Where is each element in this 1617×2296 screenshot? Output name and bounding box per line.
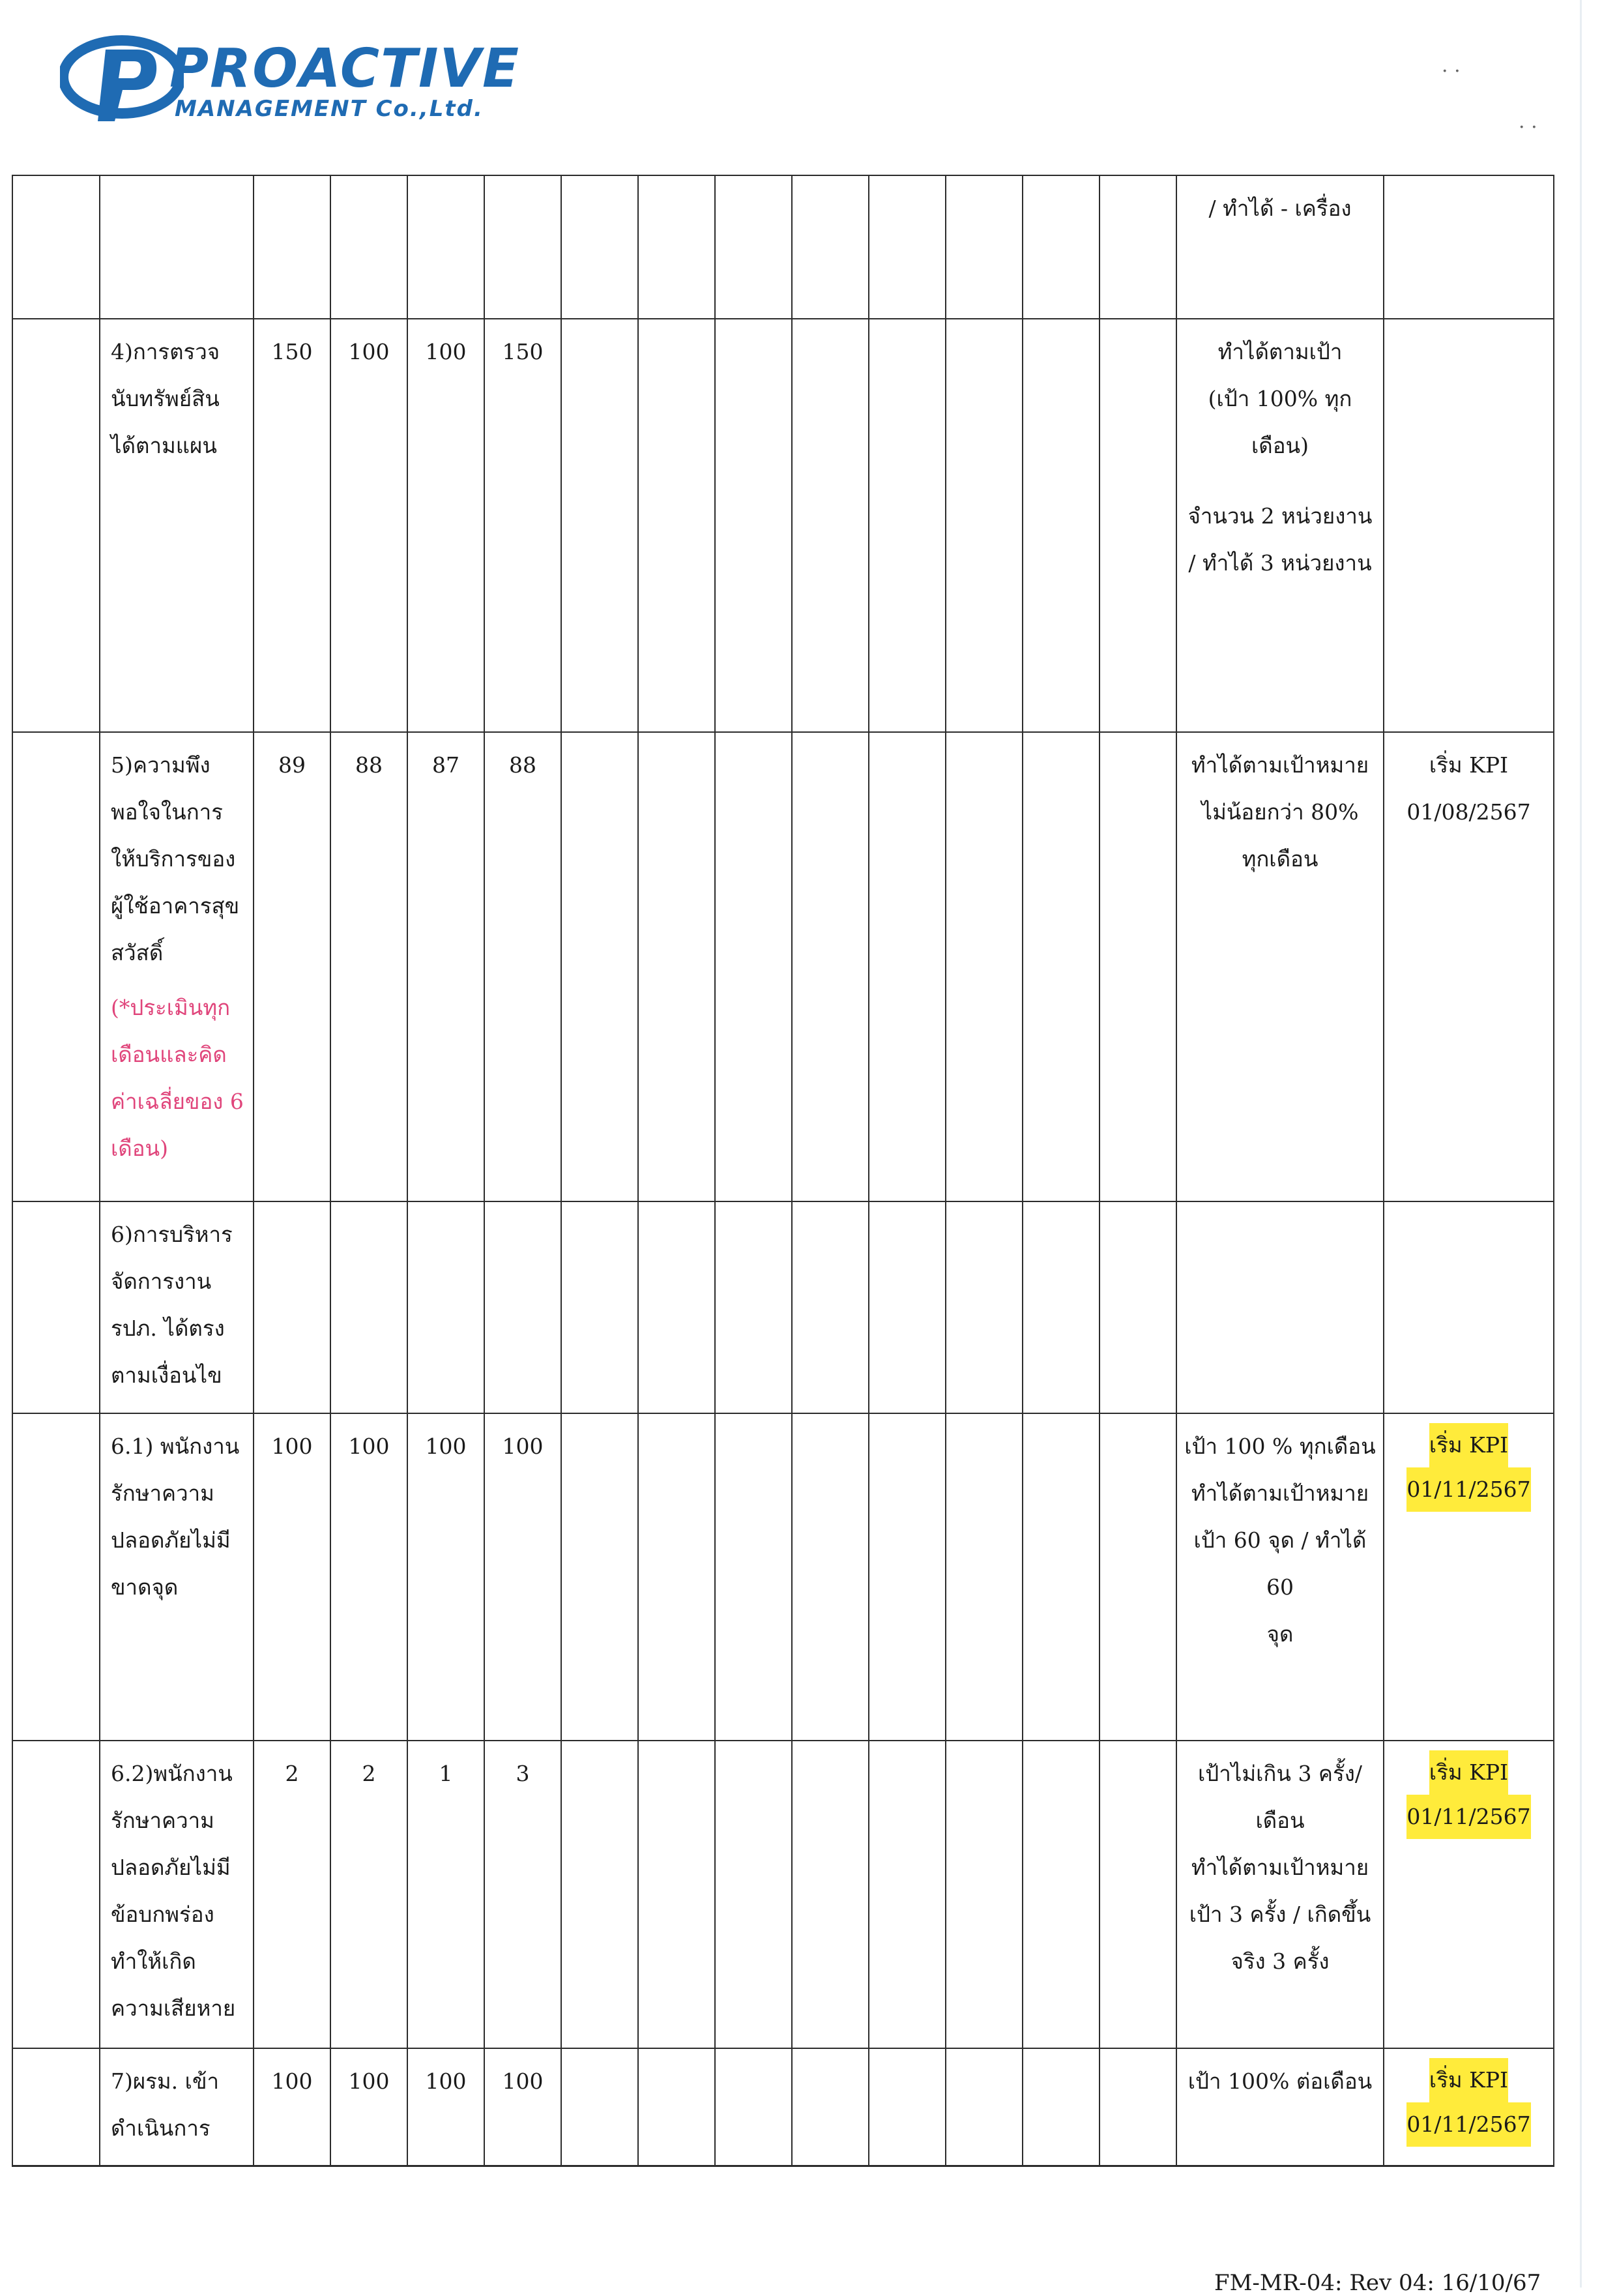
month-empty-cell [561, 732, 638, 1201]
month-empty-cell [1023, 175, 1100, 319]
result-line: เป้า 100% ต่อเดือน [1187, 2068, 1373, 2094]
month-empty-cell [1100, 319, 1176, 732]
table-row [12, 2048, 1554, 2166]
month-value-cell: 88 [330, 732, 407, 1201]
result-line: เดือน [1255, 1808, 1305, 1833]
kpi-topic-line: ปลอดภัยไม่มี [111, 1527, 231, 1553]
note-line: เริ่ม KPI [1429, 752, 1509, 778]
month-empty-cell [946, 175, 1023, 319]
note-line: 01/11/2567 [1406, 2102, 1530, 2147]
kpi-topic-cell [100, 1741, 254, 2048]
month-empty-cell [638, 2048, 715, 2166]
month-value-cell: 100 [254, 1413, 330, 1741]
result-line: จุด [1266, 1621, 1294, 1647]
blank-cell [12, 175, 100, 319]
result-line: ทุกเดือน [1242, 846, 1318, 872]
blank-cell [12, 1201, 100, 1413]
result-cell [1176, 1741, 1384, 2048]
month-empty-cell [715, 175, 792, 319]
month-empty-cell [1100, 175, 1176, 319]
month-empty-cell [869, 175, 946, 319]
month-empty-cell [946, 1413, 1023, 1741]
month-empty-cell [1023, 1201, 1100, 1413]
note-line: 01/11/2567 [1406, 1795, 1530, 1839]
kpi-topic-line: ตามเงื่อนไข [111, 1362, 222, 1388]
note-cell [1384, 1201, 1554, 1413]
kpi-topic-note: ค่าเฉลี่ยของ 6 [111, 1089, 244, 1114]
kpi-topic-note: เดือนและคิด [111, 1042, 227, 1067]
month-value-cell: 150 [484, 319, 561, 732]
kpi-topic-line: ได้ตามแผน [111, 433, 217, 458]
month-value-cell: 100 [330, 319, 407, 732]
note-cell [1384, 1413, 1554, 1741]
result-line: / ทำได้ 3 หน่วยงาน [1188, 550, 1372, 576]
kpi-topic-note: เดือน) [111, 1136, 168, 1161]
kpi-topic-line: ดำเนินการ [111, 2115, 211, 2141]
month-empty-cell [1023, 1741, 1100, 2048]
note-cell [1384, 732, 1554, 1201]
blank-cell [12, 732, 100, 1201]
month-empty-cell [869, 1741, 946, 2048]
month-value-cell: 100 [484, 1413, 561, 1741]
month-value-cell: 3 [484, 1741, 561, 2048]
result-cell [1176, 1201, 1384, 1413]
kpi-topic-line: นับทรัพย์สิน [111, 386, 220, 411]
month-value-cell: 1 [407, 1741, 484, 2048]
result-line: จริง 3 ครั้ง [1231, 1949, 1330, 1974]
month-empty-cell [715, 1741, 792, 2048]
result-cell [1176, 175, 1384, 319]
month-empty-cell [869, 1201, 946, 1413]
month-empty-cell [638, 319, 715, 732]
table-row [12, 1201, 1554, 1413]
note-line: เริ่ม KPI [1429, 2058, 1508, 2102]
note-line: เริ่ม KPI [1429, 1750, 1508, 1795]
result-line: / ทำได้ - เครื่อง [1208, 196, 1352, 221]
result-cell [1176, 1413, 1384, 1741]
kpi-topic-line: รักษาความ [111, 1808, 214, 1833]
month-empty-cell [792, 1741, 869, 2048]
kpi-topic-line: 6)การบริหาร [111, 1222, 233, 1247]
result-line: ทำได้ตามเป้าหมาย [1191, 1480, 1369, 1506]
company-name: PROACTIVE [169, 38, 520, 100]
month-empty-cell [792, 319, 869, 732]
month-empty-cell [715, 319, 792, 732]
result-cell [1176, 319, 1384, 732]
month-empty-cell [1023, 319, 1100, 732]
month-empty-cell [792, 732, 869, 1201]
month-empty-cell [715, 2048, 792, 2166]
note-cell [1384, 2048, 1554, 2166]
kpi-topic-line: 4)การตรวจ [111, 339, 220, 364]
month-value-cell [407, 175, 484, 319]
month-empty-cell [946, 732, 1023, 1201]
month-empty-cell [946, 319, 1023, 732]
result-line: ทำได้ตามเป้าหมาย [1191, 752, 1369, 778]
month-value-cell [330, 1201, 407, 1413]
table-row [12, 1741, 1554, 2048]
month-empty-cell [715, 732, 792, 1201]
kpi-topic-cell [100, 175, 254, 319]
table-row [12, 732, 1554, 1201]
month-value-cell [484, 175, 561, 319]
result-line: ไม่น้อยกว่า 80% [1201, 799, 1359, 825]
kpi-topic-line: สวัสดิ์ [111, 940, 164, 965]
month-value-cell: 100 [330, 2048, 407, 2166]
note-cell [1384, 175, 1554, 319]
month-empty-cell [561, 175, 638, 319]
kpi-topic-line: พอใจในการ [111, 799, 223, 825]
note-line: 01/11/2567 [1406, 1467, 1530, 1512]
result-line: เป้า 100 % ทุกเดือน [1184, 1434, 1376, 1459]
table-row [12, 319, 1554, 732]
result-line: ทำได้ตามเป้า [1217, 339, 1343, 364]
month-empty-cell [561, 1413, 638, 1741]
month-empty-cell [869, 1413, 946, 1741]
month-value-cell [254, 1201, 330, 1413]
result-line: (เป้า 100% ทุกเดือน) [1208, 386, 1352, 458]
kpi-topic-line: รปภ. ได้ตรง [111, 1316, 225, 1341]
month-value-cell [254, 175, 330, 319]
month-empty-cell [1100, 2048, 1176, 2166]
scan-speck: · · [1442, 60, 1461, 83]
month-empty-cell [946, 1201, 1023, 1413]
kpi-topic-note: (*ประเมินทุก [111, 995, 231, 1020]
month-value-cell: 100 [407, 1413, 484, 1741]
month-value-cell [407, 1201, 484, 1413]
month-value-cell: 87 [407, 732, 484, 1201]
month-empty-cell [792, 2048, 869, 2166]
month-value-cell: 100 [484, 2048, 561, 2166]
month-value-cell: 2 [254, 1741, 330, 2048]
month-empty-cell [1023, 1413, 1100, 1741]
month-empty-cell [638, 1413, 715, 1741]
result-line: ทำได้ตามเป้าหมาย [1191, 1855, 1369, 1880]
result-line: เป้าไม่เกิน 3 ครั้ง/ [1198, 1761, 1362, 1786]
month-empty-cell [715, 1201, 792, 1413]
company-subtitle: MANAGEMENT Co.,Ltd. [175, 96, 484, 122]
kpi-topic-cell [100, 1201, 254, 1413]
month-empty-cell [561, 2048, 638, 2166]
month-empty-cell [638, 1201, 715, 1413]
kpi-topic-cell [100, 2048, 254, 2166]
kpi-topic-line: ให้บริการของ [111, 846, 236, 872]
note-line: เริ่ม KPI [1429, 1423, 1508, 1467]
kpi-topic-line: 7)ผรม. เข้า [111, 2068, 220, 2094]
form-code: FM-MR-04: Rev 04: 16/10/67 [1214, 2270, 1541, 2296]
month-empty-cell [792, 1413, 869, 1741]
month-empty-cell [792, 1201, 869, 1413]
table-row [12, 175, 1554, 319]
month-value-cell: 100 [330, 1413, 407, 1741]
month-empty-cell [561, 1201, 638, 1413]
month-empty-cell [638, 732, 715, 1201]
month-empty-cell [1100, 732, 1176, 1201]
logo-mark-icon [60, 30, 184, 128]
month-value-cell: 100 [254, 2048, 330, 2166]
month-value-cell: 2 [330, 1741, 407, 2048]
month-empty-cell [1100, 1201, 1176, 1413]
kpi-topic-line: ผู้ใช้อาคารสุข [111, 893, 240, 919]
month-value-cell [484, 1201, 561, 1413]
scan-speck: · · [1519, 116, 1537, 139]
month-empty-cell [1023, 732, 1100, 1201]
month-empty-cell [638, 175, 715, 319]
month-value-cell: 100 [407, 2048, 484, 2166]
kpi-table [12, 175, 1554, 2167]
kpi-topic-line: ปลอดภัยไม่มี [111, 1855, 231, 1880]
month-empty-cell [869, 319, 946, 732]
kpi-topic-line: รักษาความ [111, 1480, 214, 1506]
blank-cell [12, 1413, 100, 1741]
month-empty-cell [869, 732, 946, 1201]
kpi-topic-cell [100, 1413, 254, 1741]
result-line: เป้า 3 ครั้ง / เกิดขึ้น [1189, 1902, 1371, 1927]
month-empty-cell [715, 1413, 792, 1741]
note-cell [1384, 319, 1554, 732]
blank-cell [12, 2048, 100, 2166]
month-empty-cell [561, 1741, 638, 2048]
kpi-topic-cell [100, 732, 254, 1201]
kpi-topic-line: 5)ความพึง [111, 752, 211, 778]
blank-cell [12, 1741, 100, 2048]
month-value-cell: 89 [254, 732, 330, 1201]
kpi-topic-line: จัดการงาน [111, 1269, 212, 1294]
month-value-cell: 100 [407, 319, 484, 732]
result-line [1184, 469, 1377, 493]
month-empty-cell [946, 2048, 1023, 2166]
spacer [111, 977, 244, 984]
month-value-cell: 150 [254, 319, 330, 732]
month-empty-cell [792, 175, 869, 319]
kpi-topic-line: ขาดจุด [111, 1574, 179, 1600]
result-cell [1176, 2048, 1384, 2166]
month-empty-cell [869, 2048, 946, 2166]
result-line: จำนวน 2 หน่วยงาน [1187, 503, 1373, 529]
kpi-topic-line: 6.2)พนักงาน [111, 1761, 233, 1786]
month-empty-cell [1100, 1413, 1176, 1741]
month-value-cell [330, 175, 407, 319]
kpi-topic-line: ทำให้เกิด [111, 1949, 196, 1974]
month-empty-cell [638, 1741, 715, 2048]
table-row [12, 1413, 1554, 1741]
kpi-topic-line: ข้อบกพร่อง [111, 1902, 214, 1927]
result-cell [1176, 732, 1384, 1201]
result-line: เป้า 60 จุด / ทำได้ 60 [1193, 1527, 1367, 1600]
month-empty-cell [946, 1741, 1023, 2048]
company-logo [60, 30, 520, 128]
blank-cell [12, 319, 100, 732]
kpi-topic-cell [100, 319, 254, 732]
month-value-cell: 88 [484, 732, 561, 1201]
month-empty-cell [1100, 1741, 1176, 2048]
kpi-topic-line: 6.1) พนักงาน [111, 1434, 240, 1459]
month-empty-cell [1023, 2048, 1100, 2166]
scan-edge [1580, 0, 1582, 2288]
kpi-topic-line: ความเสียหาย [111, 1995, 236, 2021]
note-cell [1384, 1741, 1554, 2048]
note-line: 01/08/2567 [1406, 799, 1531, 825]
month-empty-cell [561, 319, 638, 732]
